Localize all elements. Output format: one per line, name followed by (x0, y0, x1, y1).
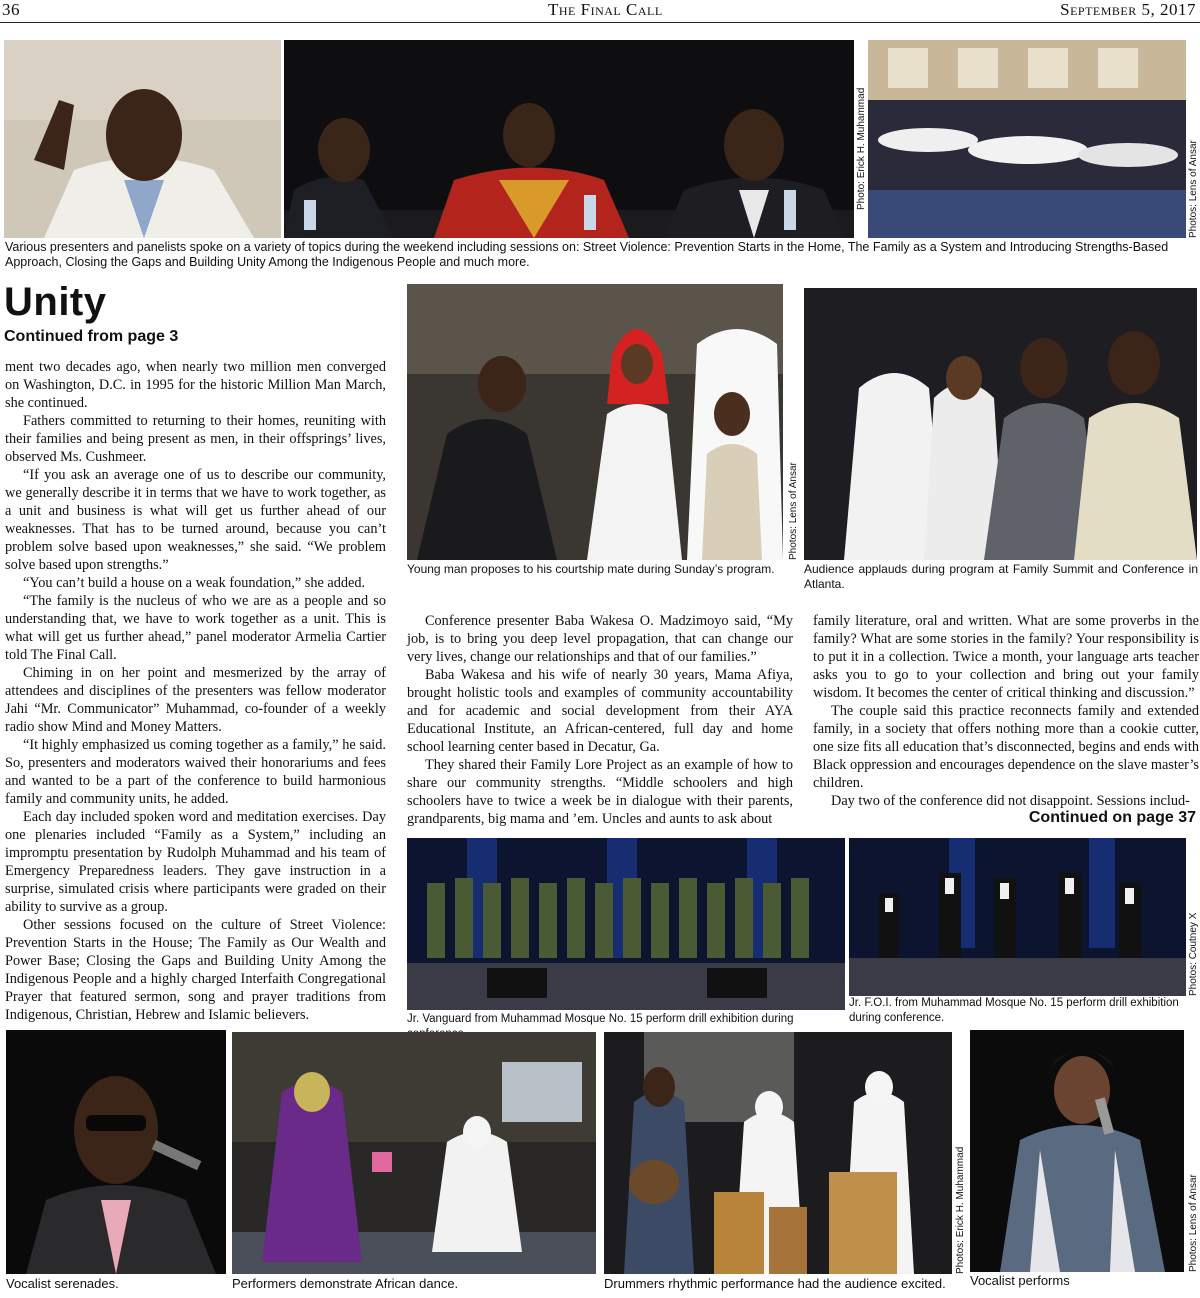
proposal-photo (407, 284, 783, 560)
article-paragraph: The couple said this practice reconnects family and extended family, in a society that offers nothing more than a cookie cutter, one size fits all education that’s disconnected, begins and ends with Black oppression and encourages dependence on the slave master’s children. (813, 703, 1199, 791)
vocalist-performs-photo (970, 1030, 1184, 1272)
jr-foi-caption: Jr. F.O.I. from Muhammad Mosque No. 15 perform drill exhibition during conference. (849, 997, 1179, 1024)
continued-from-label: Continued from page 3 (4, 328, 179, 345)
article-paragraph: Other sessions focused on the culture of Street Violence: Prevention Starts in the House; The Family as Our Wealth and Power Base; Closing the Gaps and Building Unity Among the Indigenous People and a highly charged Interfaith Congregational Prayer that featured sermon, song and prayer traditions from Indigenous, Christian, Hebrew and Islamic believers. (5, 917, 386, 1023)
conference-audience-photo (868, 40, 1186, 238)
jr-foi-drill-photo (849, 838, 1186, 996)
article-paragraph: Each day included spoken word and meditation exercises. Day one plenaries included “Family as a System,” including an impromptu presentation by Rudolph Muhammad and his team of Emergency Preparedness leaders. They gave instruction in a surprise, simulated crisis where participants were graded on their ability to survive as a group. (5, 809, 386, 915)
article-column-2 (407, 612, 793, 828)
drummers-caption: Drummers rhythmic performance had the audience excited. (604, 1276, 946, 1291)
article-paragraph: Fathers committed to returning to their homes, reuniting with their families and being present as men, in their offsprings’ lives, observed Ms. Cushmeer. (5, 413, 386, 465)
proposal-caption: Young man proposes to his courtship mate during Sunday’s program. (407, 562, 775, 576)
article-headline: Unity (4, 280, 107, 324)
article-column-1 (5, 358, 386, 1024)
panelists-photo (284, 40, 854, 238)
publication-name: The Final Call (548, 0, 663, 19)
article-paragraph: Conference presenter Baba Wakesa O. Madzimoyo said, “My job, is to bring you deep level propagation, that can change our very lives, change our relationships and that of our families.” (407, 613, 793, 665)
article-paragraph: “The family is the nucleus of who we are as a people and so understanding that, we have to work together as a unit. This is what will get us further ahead,” panel moderator Armelia Cartier told The Final Call. (5, 593, 386, 663)
article-paragraph: family literature, oral and written. What are some proverbs in the family? What are some stories in the family? Your responsibility is to put it in a collection. Twice a month, your language arts teacher asks you to go to your collection and bring out your family wisdom. It becomes the center of critical thinking and discussion.” (813, 613, 1199, 701)
drummers-photo-credit: Photos: Erick H. Muhammad (955, 1146, 966, 1274)
photo-credit-top-1: Photo: Erick H. Muhammad (856, 87, 867, 210)
audience-caption: Audience applauds during program at Family Summit and Conference in Atlanta. (804, 562, 1198, 591)
article-paragraph: Baba Wakesa and his wife of nearly 30 years, Mama Afiya, brought holistic tools and examples of community accountability and for academic and social development from their AYA Educational Institute, an African-centered, full day and home school learning center based in Decatur, Ga. (407, 667, 793, 755)
continued-on-label: Continued on page 37 (1028, 809, 1196, 826)
photo-credit-top-2: Photos: Lens of Ansar (1188, 140, 1199, 238)
african-dance-photo (232, 1032, 596, 1274)
top-photos-caption: Various presenters and panelists spoke on a variety of topics during the weekend including sessions on: Street Violence: Prevention Starts in the Home, The Family as a System and Introducing Strengths-Based Approach, Closing the Gaps and Building Unity Among the Indigenous People and much more. (5, 240, 1169, 269)
presenter-photo (4, 40, 281, 238)
header-rule (0, 22, 1200, 23)
jr-vanguard-drill-photo (407, 838, 845, 1010)
article-paragraph: ment two decades ago, when nearly two million men converged on Washington, D.C. in 1995 for the historic Million Man March, she continued. (5, 359, 386, 411)
article-paragraph: “If you ask an average one of us to describe our community, we generally describe it in terms that we have to work together, as a unit and business is what will get us further ahead of our weaknesses. That has to be turned around, because you can’t problem solve based upon weaknesses,” she said. “We problem solve based upon strengths.” (5, 467, 386, 573)
vocalist-serenades-caption: Vocalist serenades. (6, 1276, 119, 1291)
article-paragraph: They shared their Family Lore Project as an example of how to share our community strengths. “Middle schoolers and high schoolers have to twice a week be in dialogue with their parents, grandparents, big mama and ’em. Uncles and aunts to ask about (407, 757, 793, 827)
drummers-photo (604, 1032, 952, 1274)
article-column-3 (813, 612, 1199, 810)
page-number: 36 (2, 0, 20, 19)
vocalist-performs-credit: Photos: Lens of Ansar (1188, 1174, 1199, 1272)
article-paragraph: Day two of the conference did not disappoint. Sessions includ- (831, 793, 1190, 809)
issue-date: September 5, 2017 (1060, 0, 1196, 19)
vocalist-performs-caption: Vocalist performs (970, 1273, 1070, 1288)
vocalist-serenades-photo (6, 1030, 226, 1274)
article-paragraph: “You can’t build a house on a weak foundation,” she added. (23, 575, 366, 591)
drill-photo-credit: Photos: Coutney X (1188, 912, 1199, 996)
african-dance-caption: Performers demonstrate African dance. (232, 1276, 459, 1291)
audience-applause-photo (804, 288, 1197, 560)
article-paragraph: “It highly emphasized us coming together as a family,” he said. So, presenters and moderators waived their honorariums and fees and wanted to be a part of the conference to build harmonious family and community units, he added. (5, 737, 386, 807)
jr-vanguard-caption: Jr. Vanguard from Muhammad Mosque No. 15 perform drill exhibition during (407, 1013, 794, 1025)
proposal-photo-credit: Photos: Lens of Ansar (788, 462, 799, 560)
article-paragraph: Chiming in on her point and mesmerized by the array of attendees and disciplines of the presenters was fellow moderator Jahi “Mr. Communicator” Muhammad, co-founder of a weekly radio show Mind and Money Matters. (5, 665, 386, 735)
